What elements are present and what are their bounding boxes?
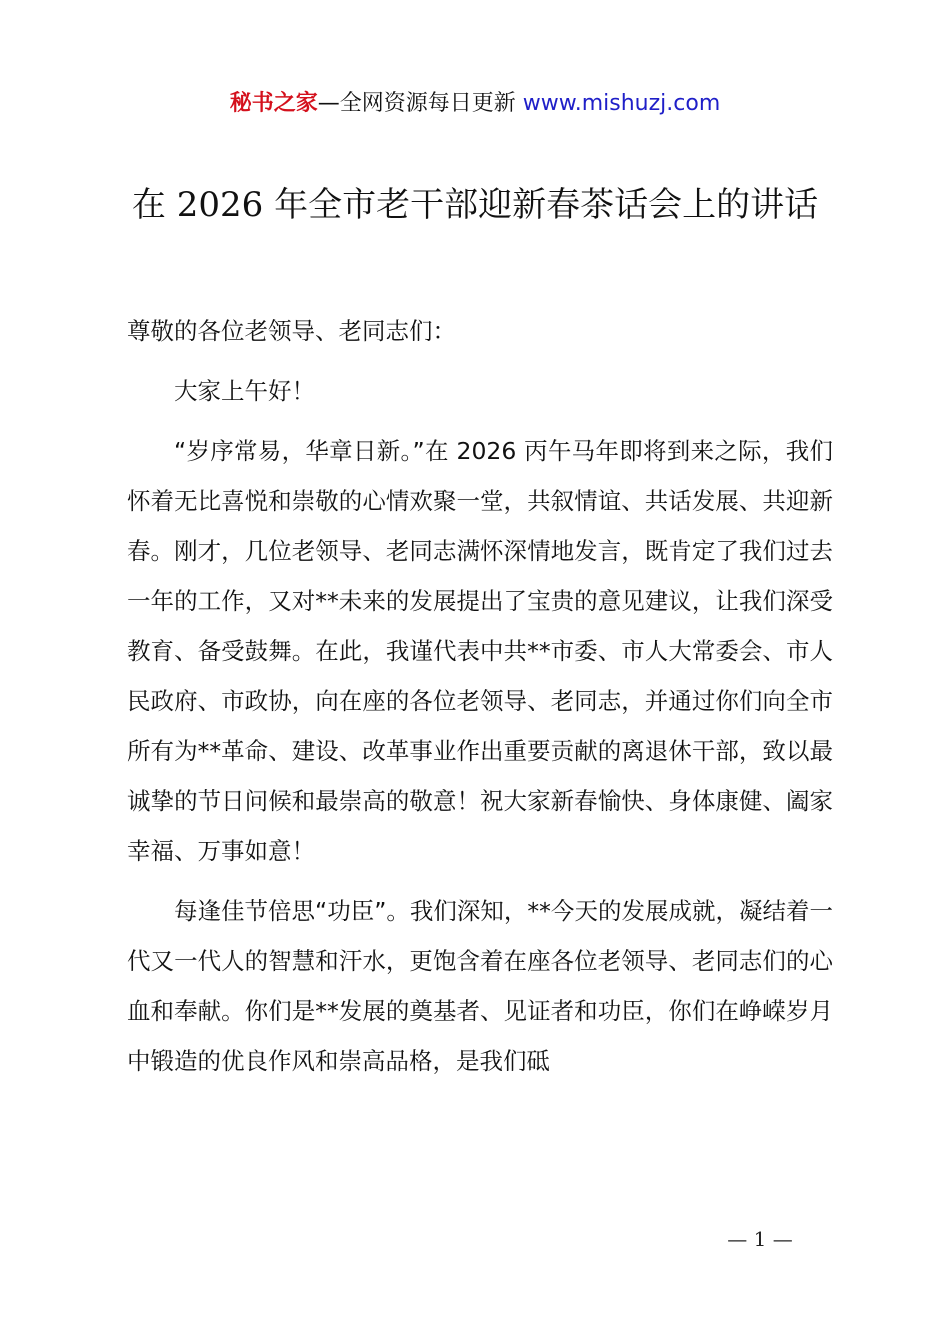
paragraph-greeting: 大家上午好！: [174, 377, 315, 405]
document-body: [127, 306, 833, 1086]
page-number: — 1 —: [727, 1227, 793, 1251]
site-tagline: —全网资源每日更新: [317, 91, 523, 116]
site-brand: 秘书之家: [229, 91, 318, 116]
paragraph-tribute: 每逢佳节倍思“功臣”。我们深知，**今天的发展成就，凝结着一代又一代人的智慧和汗水，更饱含着在座各位老领导、老同志们的心血和奉献。你们是**发展的奠基者、见证者和功臣，你们在峥嵘岁月中锻造的优良作风和崇高品格，是我们砥: [127, 897, 833, 1075]
site-header: [0, 88, 950, 120]
document-title: 在 2026 年全市老干部迎新春茶话会上的讲话: [131, 185, 819, 225]
paragraph-opening: “岁序常易，华章日新。”在 2026 丙午马年即将到来之际，我们怀着无比喜悦和崇敬的心情欢聚一堂，共叙情谊、共话发展、共迎新春。刚才，几位老领导、老同志满怀深情地发言，既肯定了我们过去一年的工作，又对**未来的发展提出了宝贵的意见建议，让我们深受教育、备受鼓舞。在此，我谨代表中共**市委、市人大常委会、市人民政府、市政协，向在座的各位老领导、老同志，并通过你们向全市所有为**革命、建设、改革事业作出重要贡献的离退休干部，致以最诚挚的节日问候和最崇高的敬意！祝大家新春愉快、身体康健、阖家幸福、万事如意！: [127, 437, 833, 865]
salutation: 尊敬的各位老领导、老同志们：: [127, 317, 456, 345]
site-url-link[interactable]: www.mishuzj.com: [522, 91, 721, 116]
